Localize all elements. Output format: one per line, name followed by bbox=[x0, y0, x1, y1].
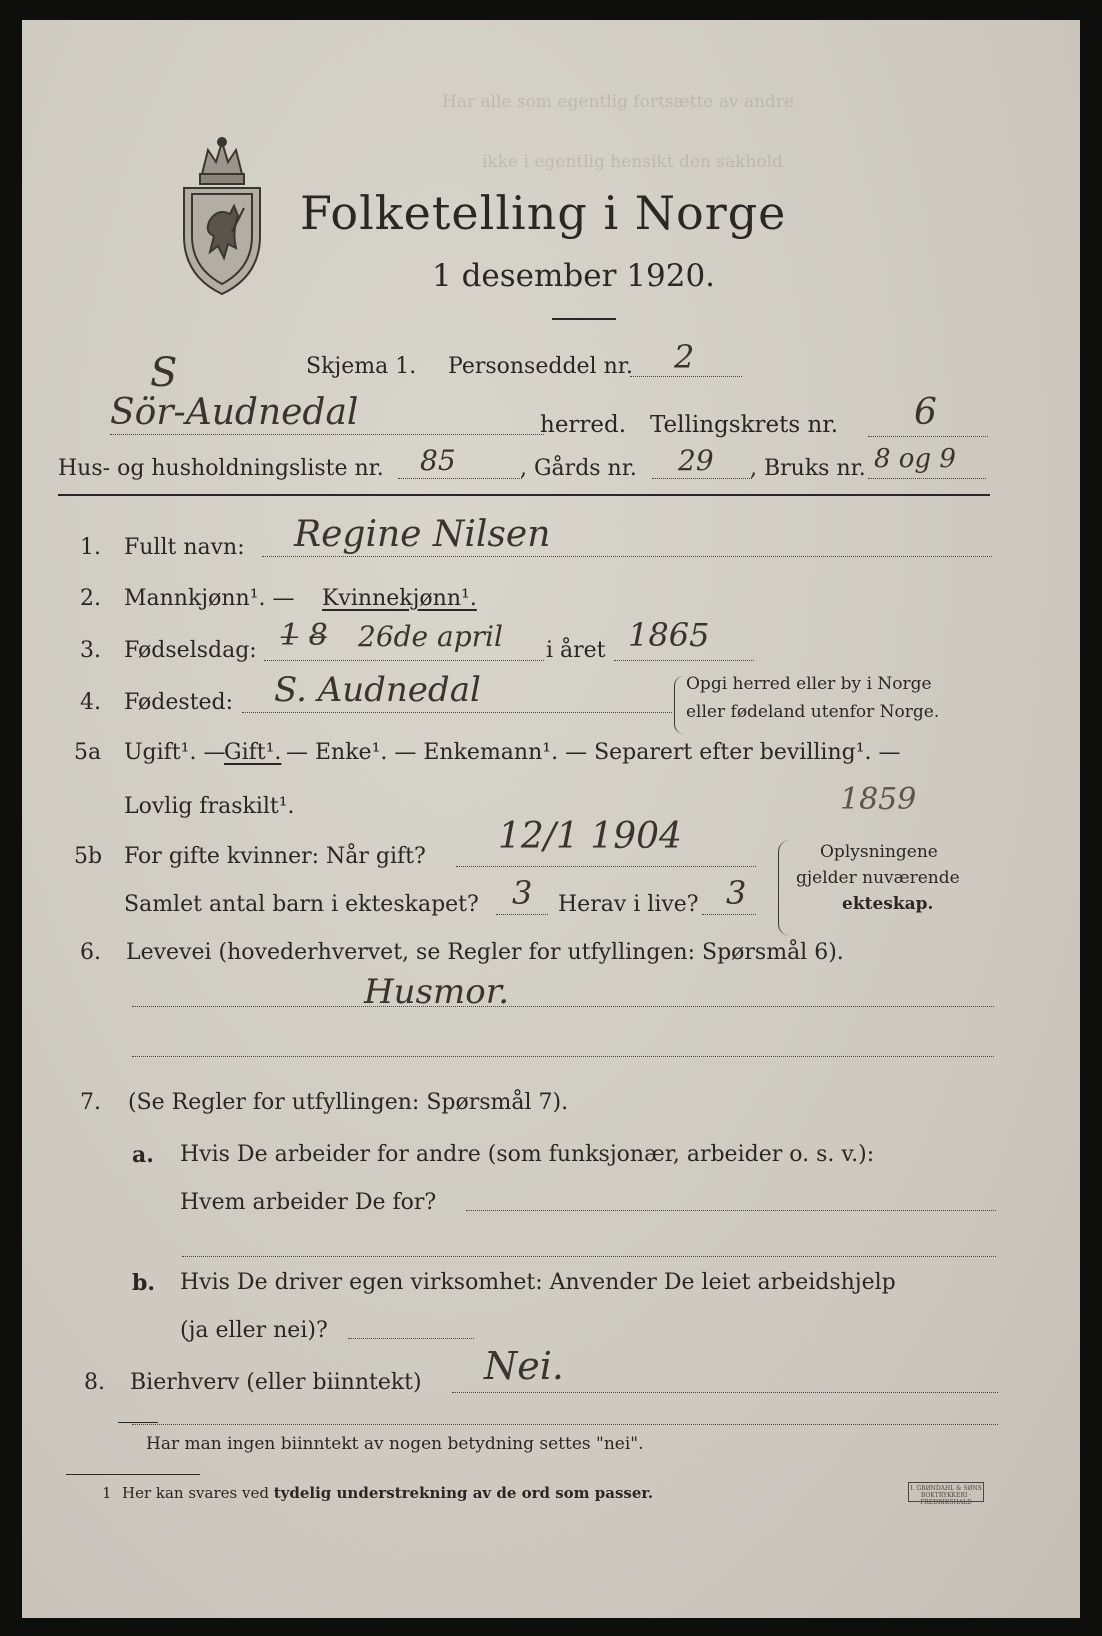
levevei-field-line-1 bbox=[132, 1006, 994, 1007]
personseddel-label: Personseddel nr. bbox=[448, 354, 633, 379]
tellingskrets-value[interactable]: 6 bbox=[914, 392, 937, 433]
q7a-label: Hvis De arbeider for andre (som funksjonær, arbeider o. s. v.): bbox=[180, 1142, 875, 1167]
fodested-brace bbox=[674, 676, 684, 734]
bruks-label: , Bruks nr. bbox=[750, 456, 866, 481]
q5a-number: 5a bbox=[74, 740, 102, 765]
herred-value[interactable]: Sör-Audnedal bbox=[110, 392, 359, 433]
strikeout-mark: 1̶ 8̶ bbox=[280, 618, 328, 653]
husliste-value[interactable]: 85 bbox=[420, 444, 456, 477]
bierhverv-value[interactable]: Nei. bbox=[484, 1344, 564, 1388]
tellingskrets-field-line bbox=[868, 436, 988, 437]
kvinnekjonn-option[interactable]: Kvinnekjønn¹. bbox=[322, 586, 477, 611]
fullt-navn-value[interactable]: Regine Nilsen bbox=[294, 514, 551, 555]
aaret-value[interactable]: 1865 bbox=[628, 616, 710, 654]
header-divider bbox=[58, 494, 990, 496]
margin-note-year: 1859 bbox=[840, 782, 917, 817]
fodested-note-line1: Opgi herred eller by i Norge bbox=[686, 674, 932, 694]
husliste-label: Hus- og husholdningsliste nr. bbox=[58, 456, 384, 481]
bierhverv-label: Bierhverv (eller biinntekt) bbox=[130, 1370, 422, 1395]
fodselsdag-label: Fødselsdag: bbox=[124, 638, 257, 663]
q2-number: 2. bbox=[80, 586, 101, 611]
gards-field-line bbox=[652, 478, 752, 479]
ja-eller-nei-field-line bbox=[348, 1338, 474, 1339]
gift-option[interactable]: Gift¹. bbox=[224, 740, 282, 765]
herred-label: herred. bbox=[540, 412, 627, 438]
footnote-number: 1 bbox=[102, 1484, 112, 1502]
q4-number: 4. bbox=[80, 690, 101, 715]
form-title: Folketelling i Norge bbox=[300, 186, 787, 240]
personseddel-value[interactable]: 2 bbox=[674, 338, 695, 376]
hvem-arbeider-label: Hvem arbeider De for? bbox=[180, 1190, 437, 1215]
q3-number: 3. bbox=[80, 638, 101, 663]
initial-mark: S bbox=[150, 350, 178, 396]
q7-label: (Se Regler for utfyllingen: Spørsmål 7). bbox=[128, 1090, 569, 1115]
levevei-label: Levevei (hovederhvervet, se Regler for utfyllingen: Spørsmål 6). bbox=[126, 940, 844, 965]
bleed-through-text: ikke i egentlig hensikt den sakhold bbox=[482, 152, 783, 172]
tellingskrets-label: Tellingskrets nr. bbox=[650, 412, 839, 438]
levevei-value[interactable]: Husmor. bbox=[364, 972, 510, 1012]
bruks-value[interactable]: 8 og 9 bbox=[874, 444, 956, 474]
q7b-letter: b. bbox=[132, 1270, 156, 1296]
herav-i-live-label: Herav i live? bbox=[558, 892, 699, 917]
bleed-through-text: Har alle som egentlig fortsætte av andre bbox=[442, 92, 795, 112]
bierhverv-field-line bbox=[452, 1392, 998, 1393]
naar-gift-field-line bbox=[456, 866, 756, 867]
gards-value[interactable]: 29 bbox=[678, 444, 714, 477]
footnote-rule bbox=[66, 1474, 200, 1475]
lovlig-fraskilt-option[interactable]: Lovlig fraskilt¹. bbox=[124, 794, 295, 819]
coat-of-arms-icon bbox=[174, 136, 270, 296]
fodselsdag-value[interactable]: 26de april bbox=[358, 620, 503, 653]
fodested-value[interactable]: S. Audnedal bbox=[274, 670, 481, 710]
footnote-text bbox=[122, 1484, 653, 1502]
q7a-field-line-2 bbox=[182, 1256, 996, 1257]
census-date: 1 desember 1920. bbox=[432, 258, 716, 294]
ekteskap-note-line1: Oplysningene bbox=[820, 842, 938, 862]
fodested-field-line bbox=[242, 712, 672, 713]
fodselsdag-field-line bbox=[264, 660, 544, 661]
ugift-option[interactable]: Ugift¹. — bbox=[124, 740, 226, 765]
personseddel-field-line bbox=[630, 376, 742, 377]
naar-gift-label: For gifte kvinner: Når gift? bbox=[124, 844, 426, 869]
printer-mark: I. GRØNDAHL & SØNS BOKTRYKKERI · FREDRIKSHALD bbox=[908, 1482, 984, 1502]
levevei-field-line-2 bbox=[132, 1056, 994, 1057]
fodested-label: Fødested: bbox=[124, 690, 234, 715]
hvem-arbeider-field-line bbox=[466, 1210, 996, 1211]
q5b-number: 5b bbox=[74, 844, 103, 869]
marital-status-options[interactable]: — Enke¹. — Enkemann¹. — Separert efter bevilling¹. — bbox=[286, 740, 901, 765]
gards-label: , Gårds nr. bbox=[520, 456, 637, 481]
title-divider bbox=[552, 318, 616, 320]
bruks-field-line bbox=[868, 478, 986, 479]
husliste-field-line bbox=[398, 478, 522, 479]
q6-number: 6. bbox=[80, 940, 101, 965]
aaret-field-line bbox=[614, 660, 754, 661]
herred-field-line bbox=[110, 434, 544, 435]
samlet-antal-barn-field-line bbox=[496, 914, 548, 915]
samlet-antal-barn-value[interactable]: 3 bbox=[512, 874, 533, 912]
q7a-letter: a. bbox=[132, 1142, 154, 1168]
fodested-note-line2: eller fødeland utenfor Norge. bbox=[686, 702, 940, 722]
q8-number: 8. bbox=[84, 1370, 105, 1395]
footnote-text-b: tydelig understrekning av de ord som passer. bbox=[273, 1484, 654, 1502]
short-rule bbox=[118, 1422, 158, 1423]
footnote-text-a: Her kan svares ved bbox=[122, 1484, 269, 1502]
fullt-navn-field-line bbox=[262, 556, 992, 557]
aaret-label: i året bbox=[546, 638, 606, 663]
ekteskap-note-line3: ekteskap. bbox=[842, 894, 934, 914]
herav-i-live-value[interactable]: 3 bbox=[726, 874, 747, 912]
ekteskap-brace bbox=[778, 840, 790, 936]
ekteskap-note-line2: gjelder nuværende bbox=[796, 868, 960, 888]
skjema-label: Skjema 1. bbox=[306, 354, 417, 379]
q7b-label: Hvis De driver egen virksomhet: Anvender De leiet arbeidshjelp bbox=[180, 1270, 896, 1295]
naar-gift-value[interactable]: 12/1 1904 bbox=[498, 816, 682, 857]
fullt-navn-label: Fullt navn: bbox=[124, 535, 245, 560]
mannkjonn-option[interactable]: Mannkjønn¹. — bbox=[124, 586, 295, 611]
nei-instruction: Har man ingen biinntekt av nogen betydning settes "nei". bbox=[146, 1434, 644, 1454]
q1-number: 1. bbox=[80, 535, 101, 560]
bierhverv-field-line-2 bbox=[132, 1424, 998, 1425]
census-form-page bbox=[22, 20, 1080, 1618]
samlet-antal-barn-label: Samlet antal barn i ekteskapet? bbox=[124, 892, 479, 917]
ja-eller-nei-label: (ja eller nei)? bbox=[180, 1318, 328, 1343]
q7-number: 7. bbox=[80, 1090, 101, 1115]
herav-i-live-field-line bbox=[702, 914, 756, 915]
